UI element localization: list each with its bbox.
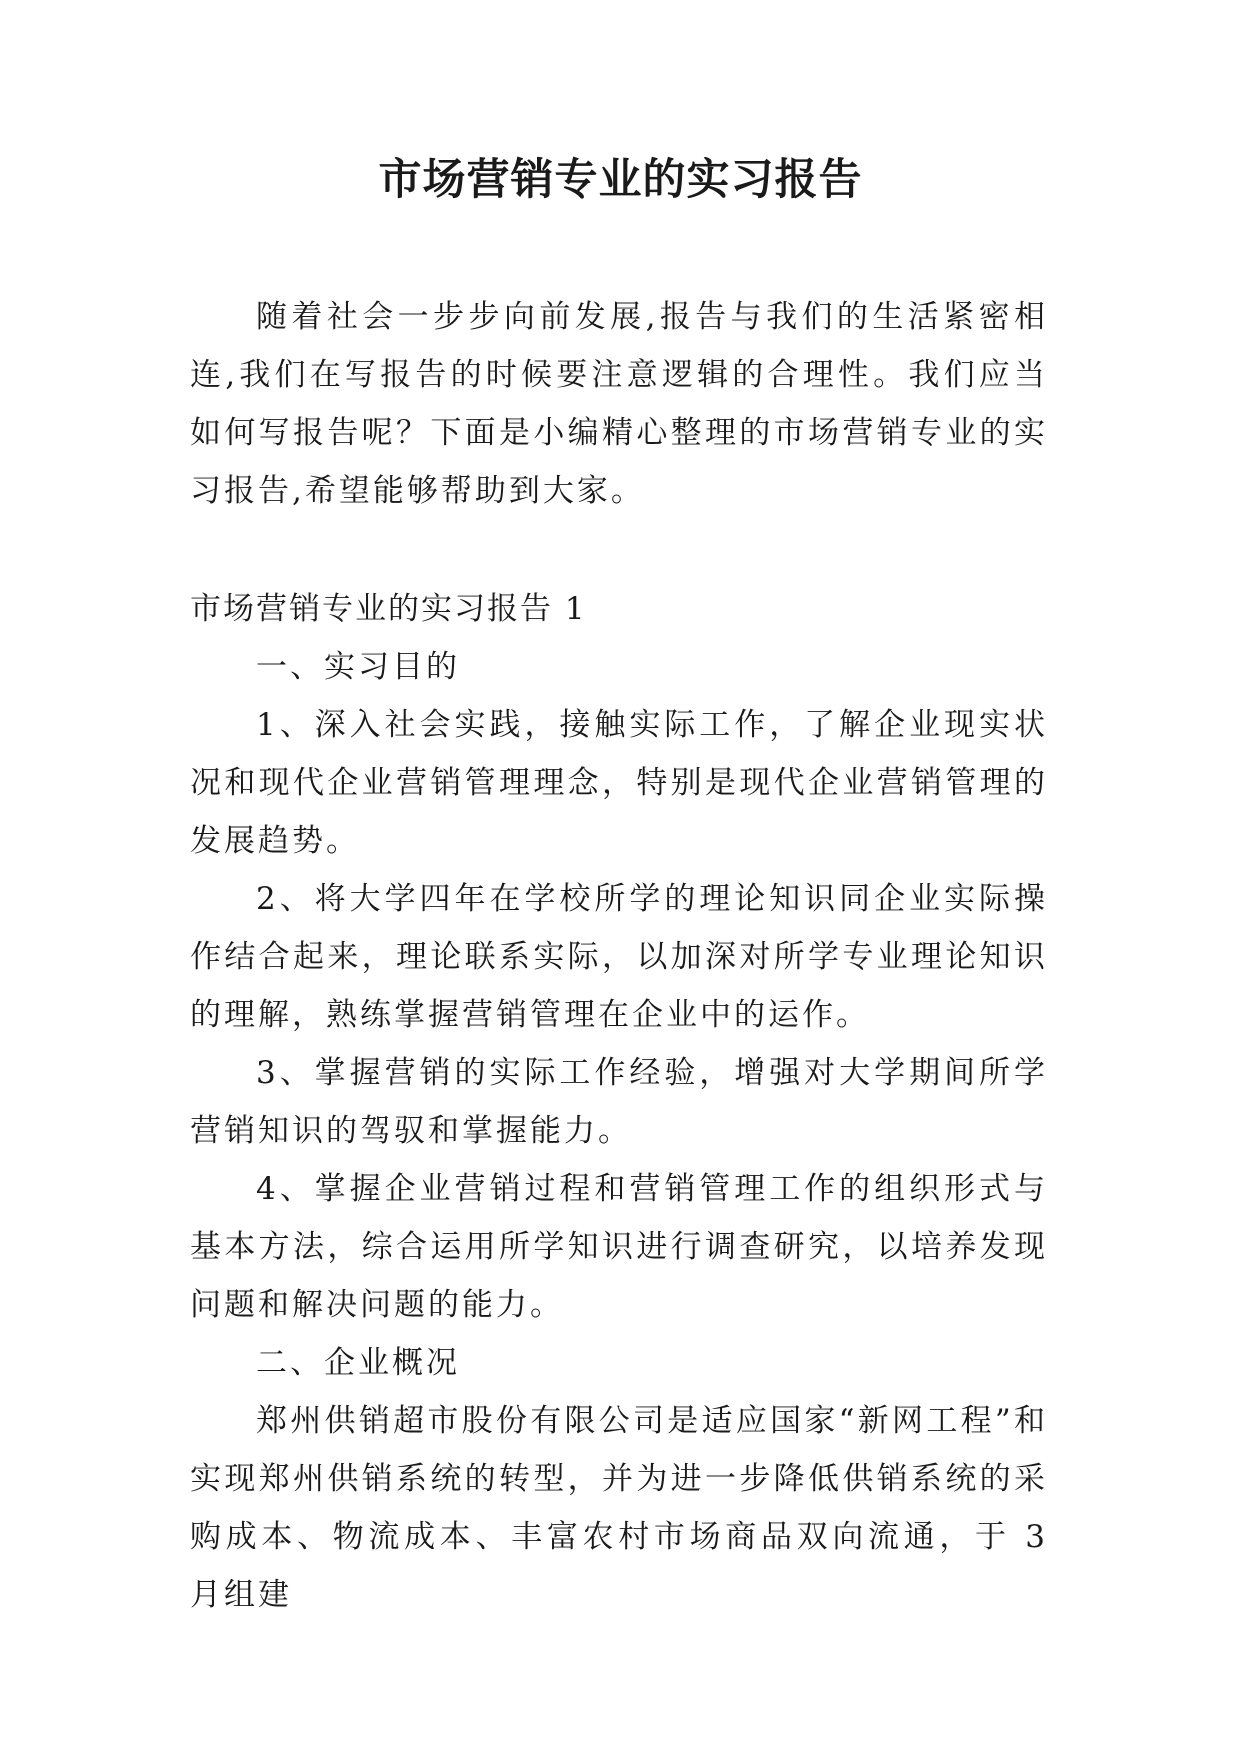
paragraph-item-1: 1、深入社会实践，接触实际工作，了解企业现实状况和现代企业营销管理理念，特别是现代企业营销管理的发展趋势。 bbox=[190, 707, 1048, 859]
paragraph-company: 郑州供销超市股份有限公司是适应国家“新网工程”和实现郑州供销系统的转型，并为进一步降低供销系统的采购成本、物流成本、丰富农村市场商品双向流通，于 3 月组建 bbox=[190, 1403, 1048, 1613]
paragraph-item-2: 2、将大学四年在学校所学的理论知识同企业实际操作结合起来，理论联系实际，以加深对所学专业理论知识的理解，熟练掌握营销管理在企业中的运作。 bbox=[190, 881, 1048, 1033]
document-content bbox=[190, 638, 1048, 1624]
heading-company-overview: 二、企业概况 bbox=[256, 1345, 460, 1381]
paragraph-item-3: 3、掌握营销的实际工作经验，增强对大学期间所学营销知识的驾驭和掌握能力。 bbox=[190, 1055, 1048, 1149]
heading-purpose: 一、实习目的 bbox=[256, 649, 460, 685]
intro-paragraph: 随着社会一步步向前发展,报告与我们的生活紧密相连,我们在写报告的时候要注意逻辑的合理性。我们应当如何写报告呢？下面是小编精心整理的市场营销专业的实习报告,希望能够帮助到大家。 bbox=[190, 299, 1048, 509]
document-title: 市场营销专业的实习报告 bbox=[378, 155, 863, 205]
paragraph-item-4: 4、掌握企业营销过程和营销管理工作的组织形式与基本方法，综合运用所学知识进行调查研究，以培养发现问题和解决问题的能力。 bbox=[190, 1171, 1048, 1323]
section-title: 市场营销专业的实习报告 1 bbox=[190, 591, 587, 627]
